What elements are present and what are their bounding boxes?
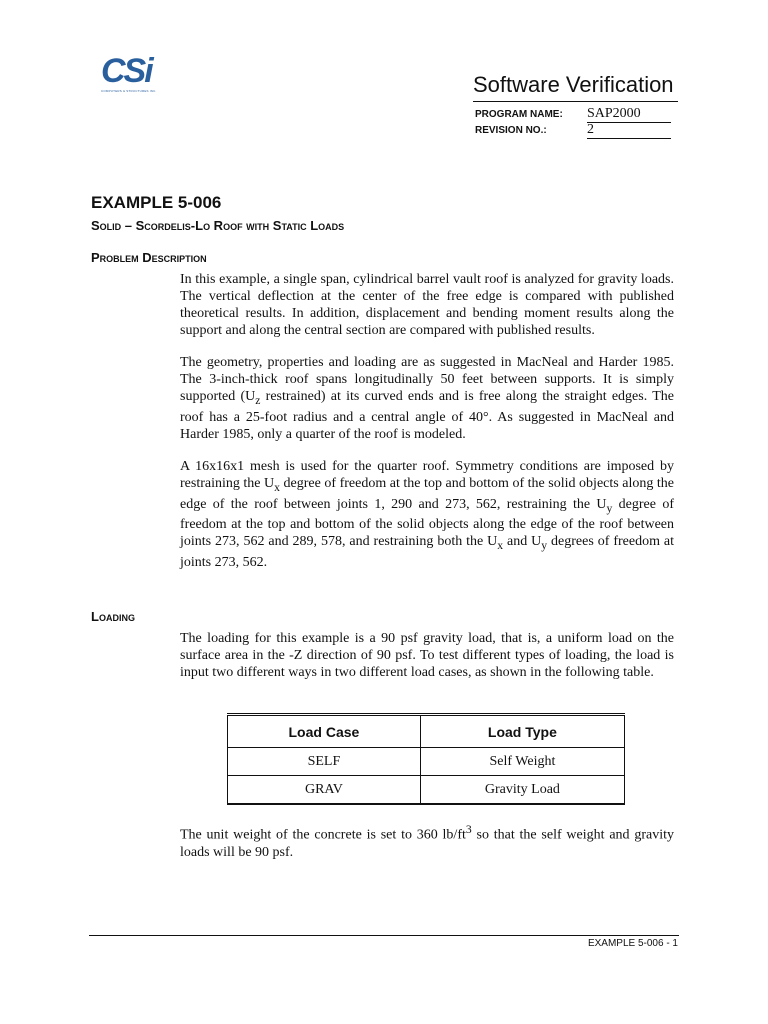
loading-paragraph-1: The loading for this example is a 90 psf gravity load, that is, a uniform load on the surface area in the -Z direction of 90 psf. To test different types of loading, the load is input two different ways in two different load cases, as shown in the following table. bbox=[180, 631, 674, 680]
example-title: EXAMPLE 5-006 bbox=[91, 193, 222, 212]
problem-paragraph-2: The geometry, properties and loading are as suggested in MacNeal and Harder 1985. The 3-inch-thick roof spans longitudinally 50 feet between supports. It is simply supported ($U_z$ restrained) at its curved ends and is free along the straight edges. The roof has a 25-foot radius and a central angle of 40°. As suggested in MacNeal and Harder 1985, only a quarter of the roof is modeled. bbox=[180, 355, 674, 442]
cell-load-case: SELF bbox=[228, 748, 421, 776]
header-load-case: Load Case bbox=[228, 715, 421, 748]
program-name-value: SAP2000 bbox=[587, 106, 671, 123]
problem-description-text bbox=[180, 271, 674, 586]
company-logo bbox=[101, 54, 161, 94]
loading-heading: Loading bbox=[91, 609, 135, 624]
table-row bbox=[228, 748, 625, 776]
problem-paragraph-3: A 16x16x1 mesh is used for the quarter roof. Symmetry conditions are imposed by restraining the $U_x$ degree of freedom at the top and bottom of the solid objects along the edge of the roof between joints 1, 290 and 273, 562, restraining the $U_y$ degree of freedom at the top and bottom of the solid objects along the edge of the roof between joints 273, 562 and 289, 578, and restraining both the $U_x$ and $U_y$ degrees of freedom at joints 273, 562. bbox=[180, 458, 674, 571]
page-footer: EXAMPLE 5-006 - 1 bbox=[587, 938, 678, 949]
revision-row bbox=[475, 122, 675, 140]
revision-value: 2 bbox=[587, 122, 671, 139]
table-row bbox=[228, 776, 625, 805]
header-title: Software Verification bbox=[473, 72, 678, 102]
loading-text bbox=[180, 630, 674, 696]
example-subtitle: Solid – Scordelis-Lo Roof with Static Loads bbox=[91, 218, 345, 233]
footer-divider bbox=[89, 935, 679, 936]
cell-load-case: GRAV bbox=[228, 776, 421, 805]
revision-label: REVISION NO.: bbox=[475, 125, 547, 136]
program-name-label: PROGRAM NAME: bbox=[475, 109, 563, 120]
cell-load-type: Gravity Load bbox=[420, 776, 624, 805]
problem-description-heading: Problem Description bbox=[91, 250, 207, 265]
table-header-row bbox=[228, 715, 625, 748]
header-load-type: Load Type bbox=[420, 715, 624, 748]
logo-wordmark: CSi bbox=[101, 52, 152, 90]
logo-tagline: COMPUTERS & STRUCTURES INC. bbox=[101, 89, 157, 93]
unit-weight-text bbox=[180, 821, 674, 876]
load-cases-table bbox=[227, 713, 625, 805]
problem-paragraph-1: In this example, a single span, cylindrical barrel vault roof is analyzed for gravity loads. The vertical deflection at the center of the free edge is compared with published theoretical results. In addition, displacement and bending moment results along the support and along the central section are compared with published results. bbox=[180, 272, 674, 338]
loading-paragraph-2: The unit weight of the concrete is set to 360 $lb/ft^3$ so that the self weight and gravity loads will be 90 psf. bbox=[180, 823, 674, 860]
cell-load-type: Self Weight bbox=[420, 748, 624, 776]
